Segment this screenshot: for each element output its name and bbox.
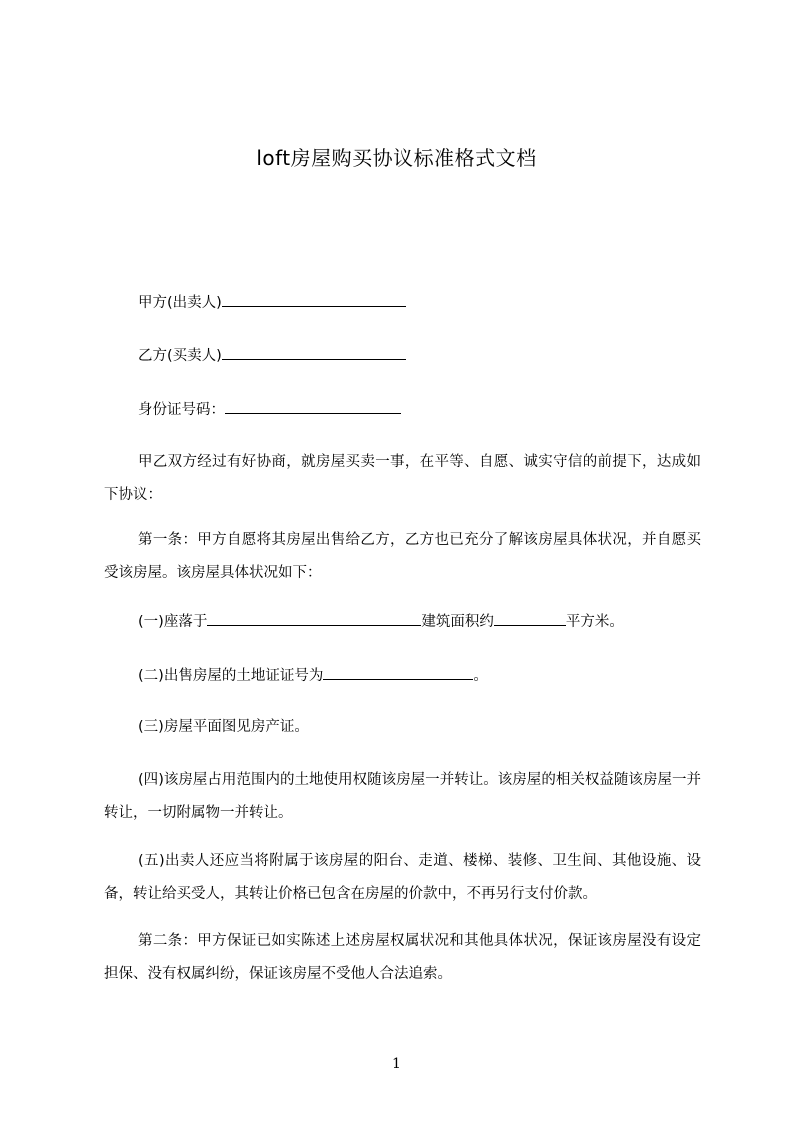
article-2-paragraph: 第二条：甲方保证已如实陈述上述房屋权属状况和其他具体状况，保证该房屋没有设定担保、没有权属纠纷，保证该房屋不受他人合法追索。 — [104, 933, 701, 982]
item-1-middle: 建筑面积约 — [421, 614, 494, 630]
item-1-line — [138, 610, 624, 632]
id-number-label: 身份证号码： — [138, 402, 225, 418]
item-3-line: (三)房屋平面图见房产证。 — [138, 719, 309, 735]
item-1-suffix: 平方米。 — [565, 614, 624, 630]
item-1-area-blank — [494, 610, 566, 626]
party-a-blank — [222, 291, 406, 307]
item-5-paragraph: (五)出卖人还应当将附属于该房屋的阳台、走道、楼梯、装修、卫生间、其他设施、设备，转让给买受人，其转让价格已包含在房屋的价款中，不再另行支付价款。 — [104, 853, 701, 902]
item-1-prefix: (一)座落于 — [138, 614, 208, 630]
page-number: 1 — [392, 1056, 401, 1072]
item-2-suffix: 。 — [473, 668, 488, 684]
item-4-paragraph: (四)该房屋占用范围内的土地使用权随该房屋一并转让。该房屋的相关权益随该房屋一并转让，一切附属物一并转让。 — [104, 772, 701, 821]
id-number-line — [138, 398, 401, 420]
party-a-label: 甲方(出卖人) — [138, 295, 222, 311]
document-title: loft房屋购买协议标准格式文档 — [256, 146, 537, 170]
item-1-location-blank — [207, 610, 421, 626]
party-b-blank — [222, 344, 406, 360]
party-b-line — [138, 344, 406, 366]
article-1-paragraph: 第一条：甲方自愿将其房屋出售给乙方，乙方也已充分了解该房屋具体状况，并自愿买受该房屋。该房屋具体状况如下： — [104, 532, 701, 581]
item-2-line — [138, 664, 488, 686]
intro-paragraph: 甲乙双方经过有好协商，就房屋买卖一事，在平等、自愿、诚实守信的前提下，达成如下协议： — [104, 454, 701, 503]
id-number-blank — [225, 398, 401, 414]
party-b-label: 乙方(买卖人) — [138, 348, 222, 364]
item-2-blank — [323, 664, 473, 680]
item-2-prefix: (二)出售房屋的土地证证号为 — [138, 668, 324, 684]
party-a-line — [138, 291, 406, 313]
